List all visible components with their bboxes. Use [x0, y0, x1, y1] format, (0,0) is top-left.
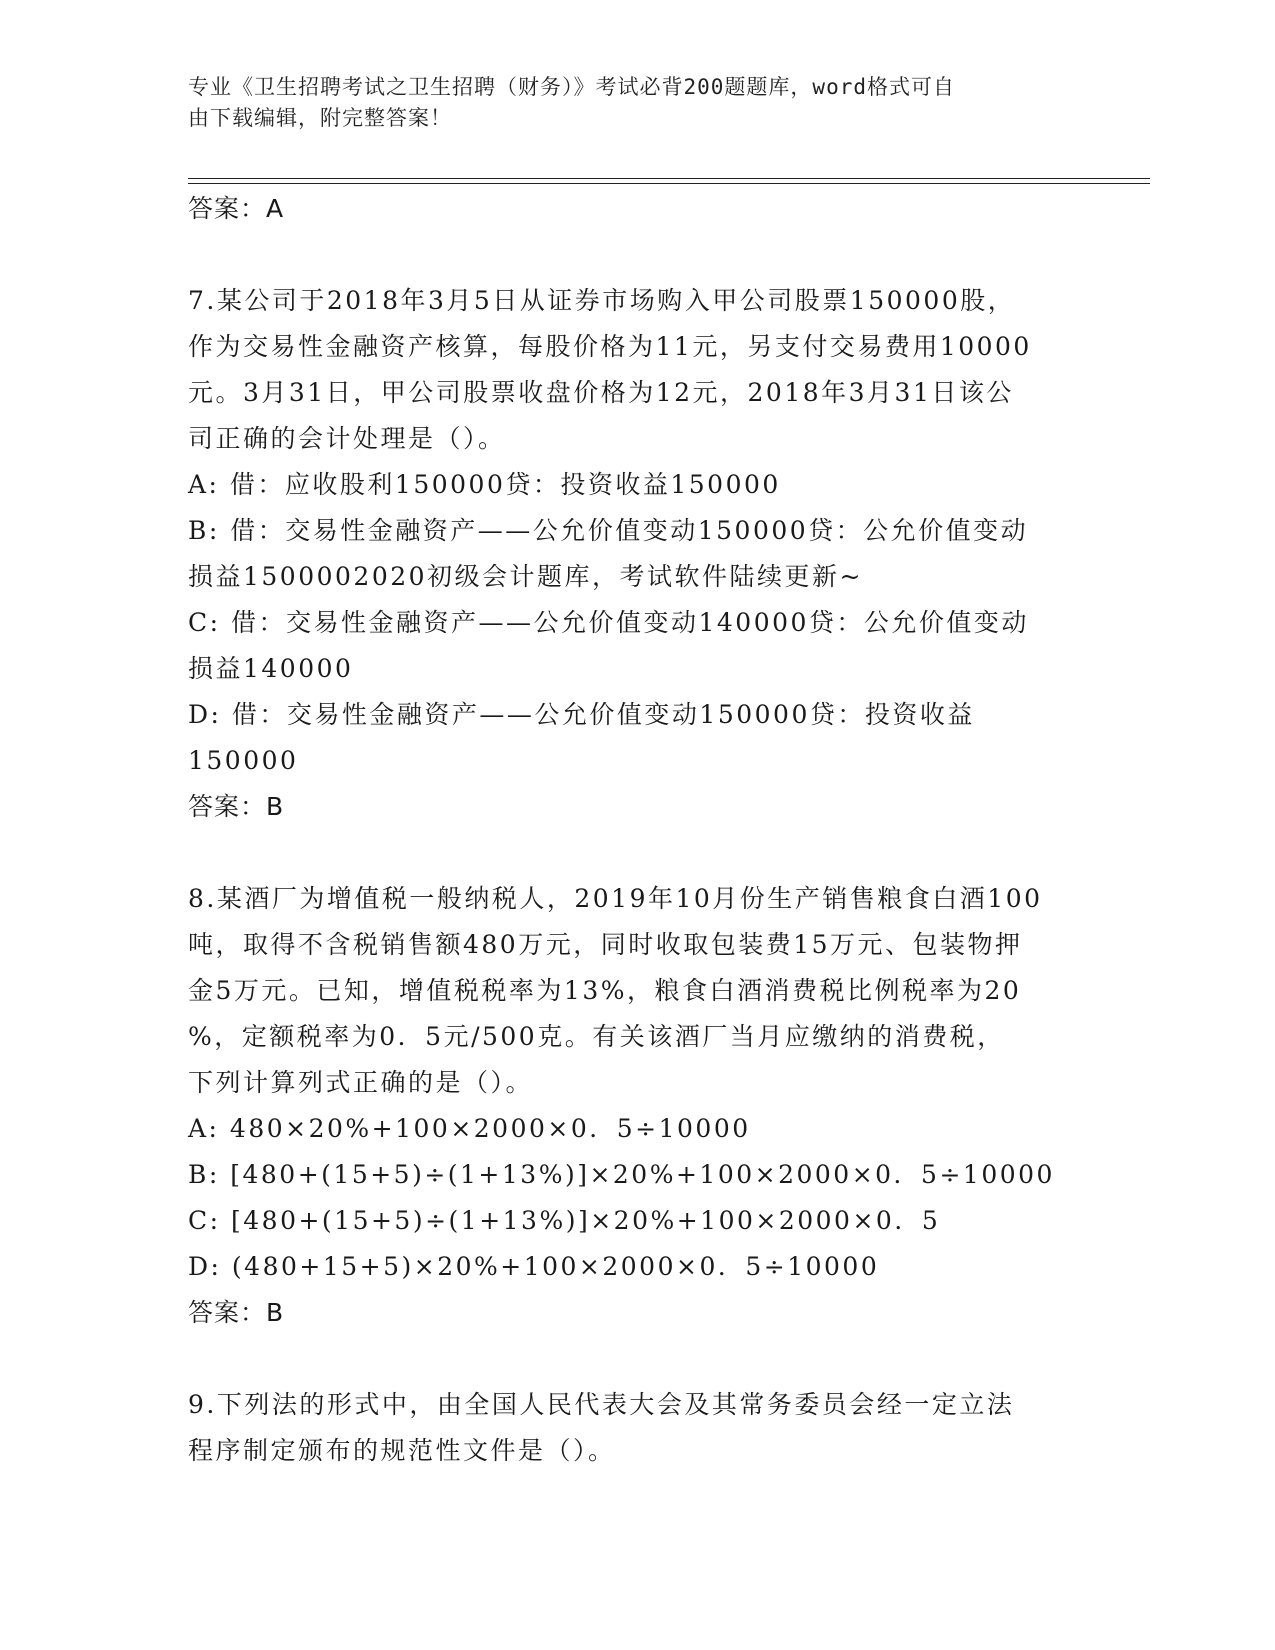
header-divider-top — [188, 178, 1150, 179]
question-7-option-c-cont: 损益140000 — [188, 654, 354, 683]
question-8-text-line: 下列计算列式正确的是（）。 — [188, 1068, 534, 1097]
header-title-line-1: 专业《卫生招聘考试之卫生招聘（财务）》考试必背200题题库，word格式可自 — [188, 75, 955, 99]
question-8-option-c: C: [480+(15+5)÷(1+13%)]×20%+100×2000×0．5 — [188, 1206, 941, 1235]
question-7-answer: 答案：B — [188, 792, 285, 821]
question-7-option-a: A: 借：应收股利150000贷：投资收益150000 — [188, 470, 781, 499]
question-8-text-line: 吨，取得不含税销售额480万元，同时收取包装费15万元、包装物押 — [188, 930, 1023, 959]
page-header — [188, 72, 1068, 134]
question-7 — [188, 278, 1078, 830]
question-8-answer: 答案：B — [188, 1298, 285, 1327]
header-divider-bottom — [188, 183, 1150, 184]
question-7-option-d: D: 借：交易性金融资产——公允价值变动150000贷：投资收益 — [188, 700, 975, 729]
question-8 — [188, 876, 1078, 1336]
document-body — [188, 186, 1078, 1474]
question-8-option-d: D: (480+15+5)×20%+100×2000×0．5÷10000 — [188, 1252, 880, 1281]
question-7-option-c: C: 借：交易性金融资产——公允价值变动140000贷：公允价值变动 — [188, 608, 1029, 637]
spacer — [188, 830, 1078, 876]
header-title-line-2: 由下载编辑，附完整答案！ — [188, 106, 452, 130]
question-8-text-line: 金5万元。已知，增值税税率为13%，粮食白酒消费税比例税率为20 — [188, 976, 1022, 1005]
question-8-option-b: B: [480+(15+5)÷(1+13%)]×20%+100×2000×0．5÷10000 — [188, 1160, 1055, 1189]
question-7-text-line: 元。3月31日，甲公司股票收盘价格为12元，2018年3月31日该公 — [188, 378, 1014, 407]
question-7-text-line: 司正确的会计处理是（）。 — [188, 424, 506, 453]
question-7-text-line: 作为交易性金融资产核算，每股价格为11元，另支付交易费用10000 — [188, 332, 1032, 361]
spacer — [188, 1336, 1078, 1382]
question-9-text-line: 程序制定颁布的规范性文件是（）。 — [188, 1436, 616, 1465]
question-8-option-a: A: 480×20%+100×2000×0．5÷10000 — [188, 1114, 751, 1143]
question-7-text-line: 7.某公司于2018年3月5日从证券市场购入甲公司股票150000股， — [188, 286, 1016, 315]
spacer — [188, 232, 1078, 278]
question-9 — [188, 1382, 1078, 1474]
previous-answer: 答案：A — [188, 194, 285, 223]
question-7-option-b-cont: 损益1500002020初级会计题库，考试软件陆续更新~ — [188, 562, 864, 591]
question-7-option-d-cont: 150000 — [188, 746, 299, 775]
question-9-text-line: 9.下列法的形式中，由全国人民代表大会及其常务委员会经一定立法 — [188, 1390, 1015, 1419]
question-8-text-line: %，定额税率为0．5元/500克。有关该酒厂当月应缴纳的消费税， — [188, 1022, 1005, 1051]
question-8-text-line: 8.某酒厂为增值税一般纳税人，2019年10月份生产销售粮食白酒100 — [188, 884, 1043, 913]
question-7-option-b: B: 借：交易性金融资产——公允价值变动150000贷：公允价值变动 — [188, 516, 1029, 545]
